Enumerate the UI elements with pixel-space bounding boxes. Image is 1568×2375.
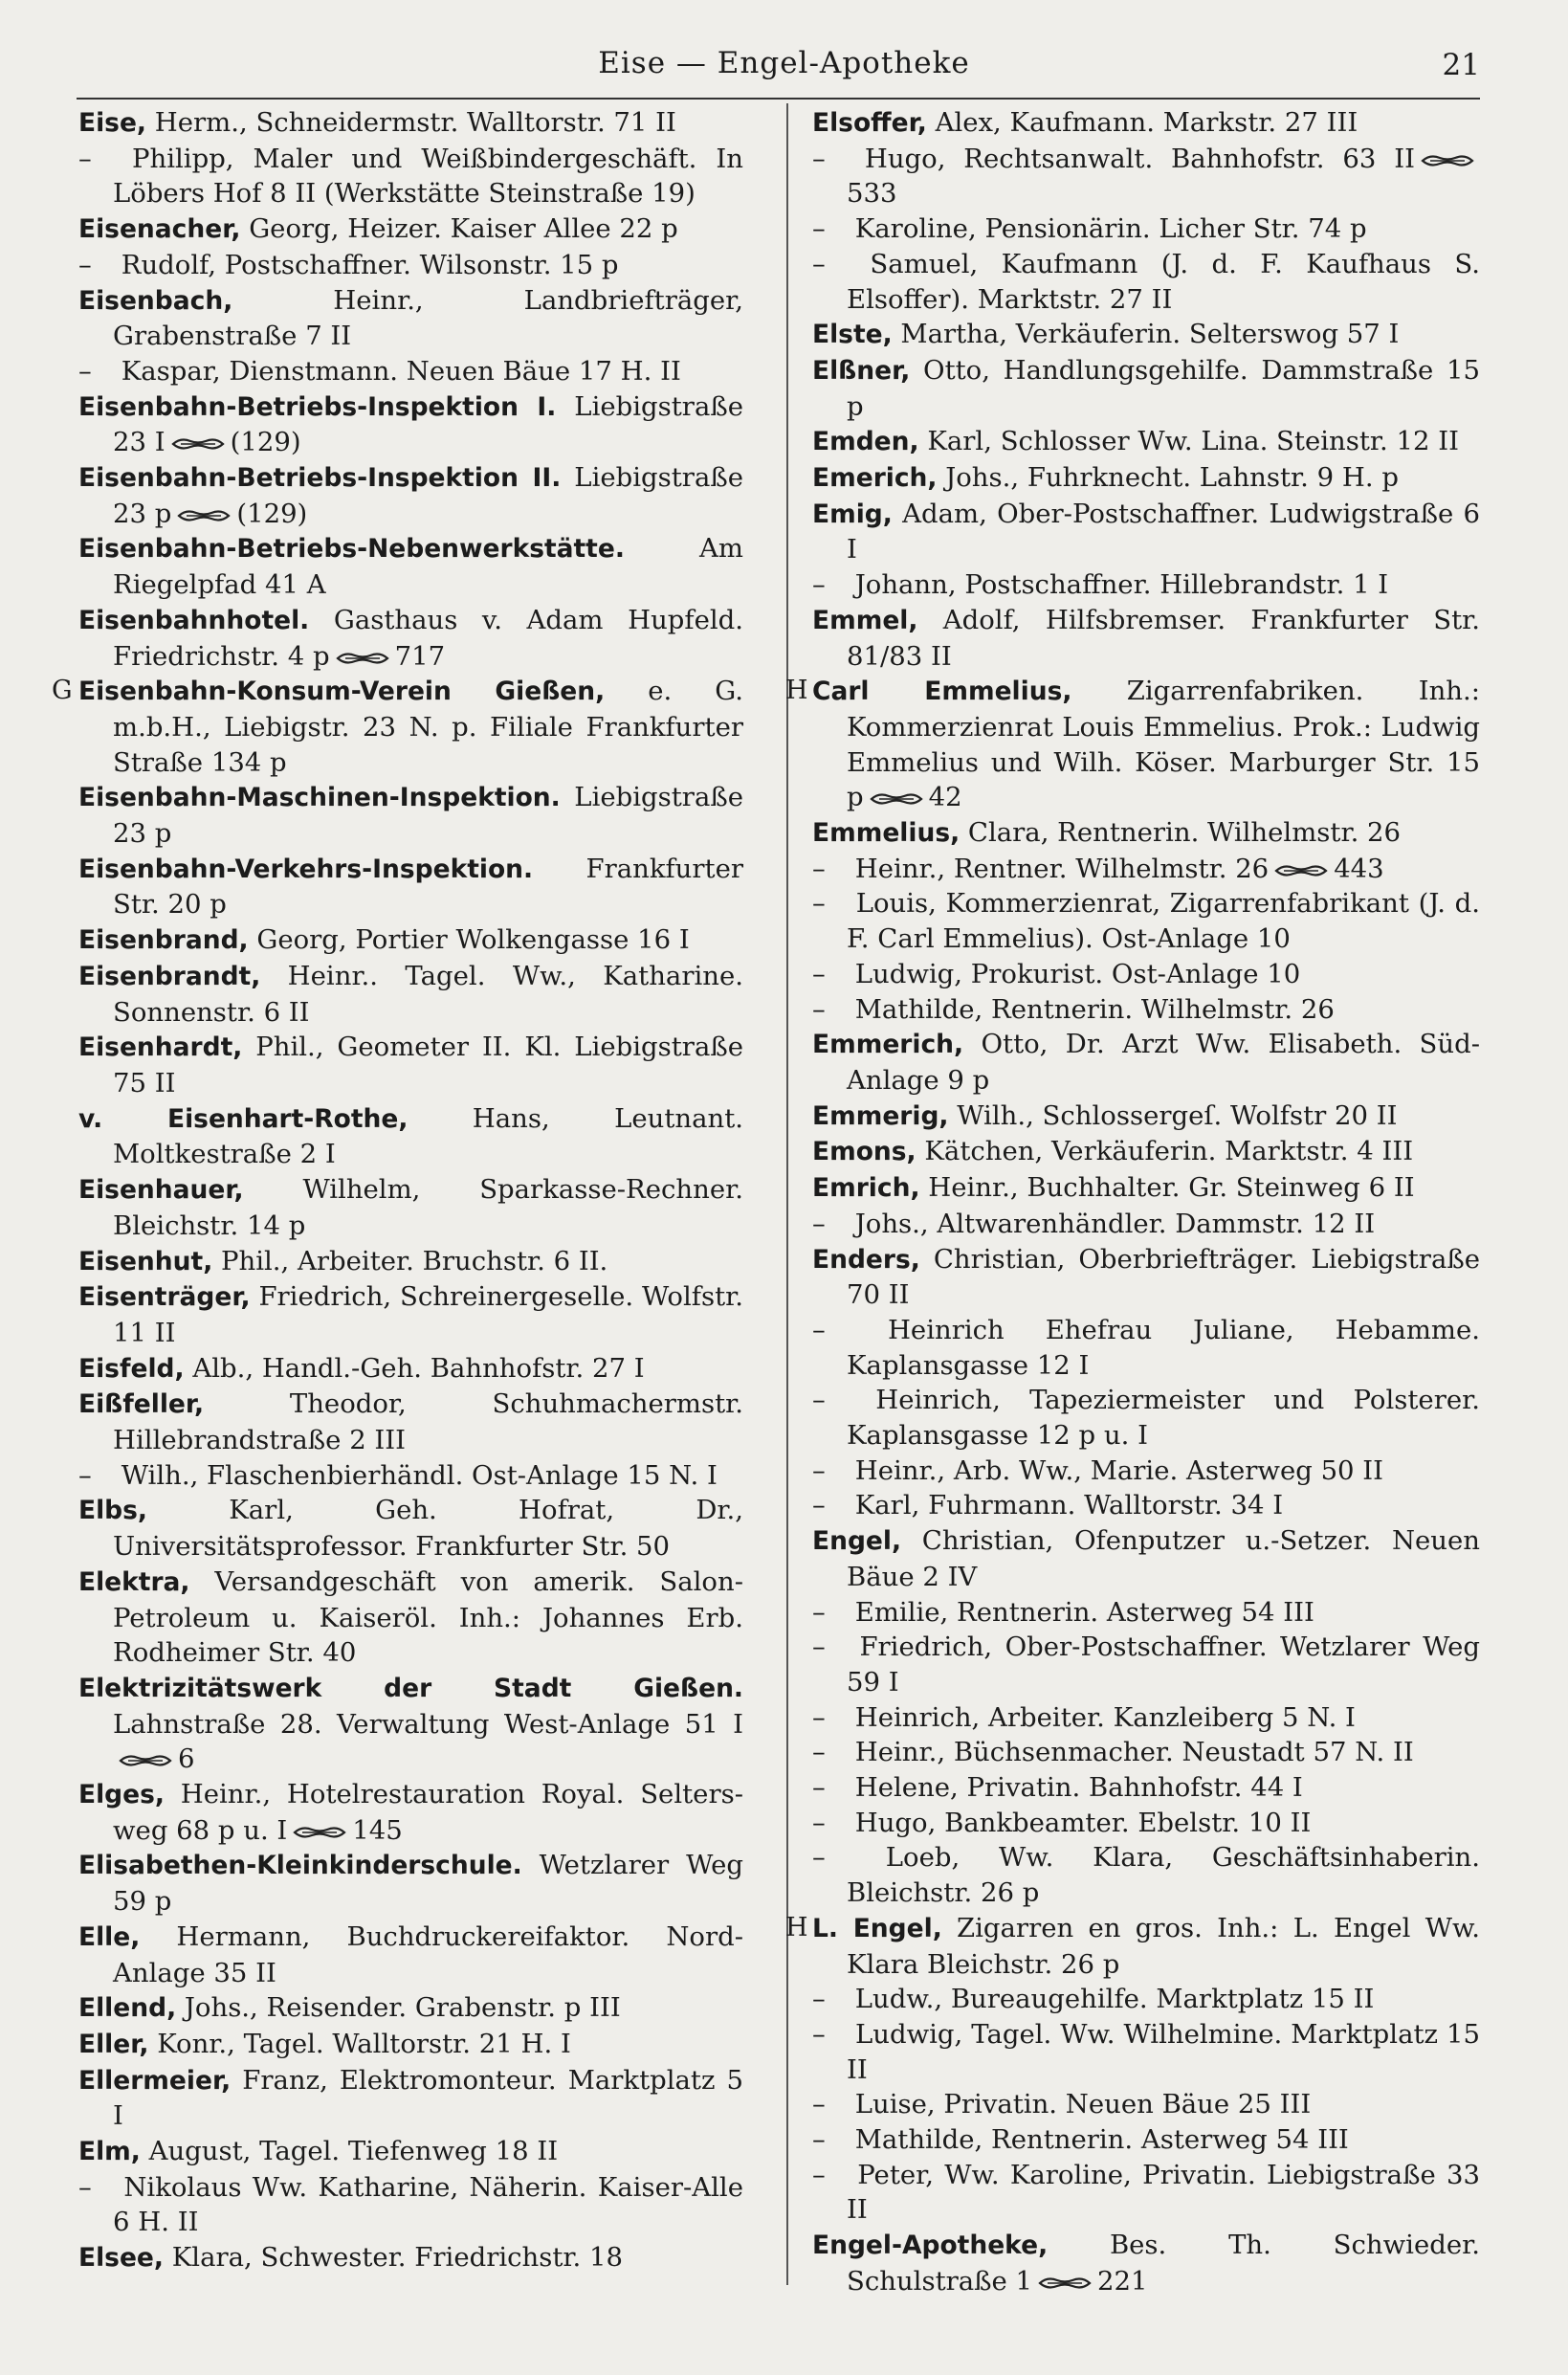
entry-details: Otto, Dr. Arzt Ww. Elisabeth. Süd-Anlage 9 p: [847, 1029, 1480, 1096]
entry-details: Am Riegelpfad 41 A: [113, 533, 743, 601]
directory-entry: [78, 959, 743, 1030]
entry-details: Lahnstraße 28. Verwaltung West-Anlage 51 I: [113, 1708, 743, 1740]
ditto-dash: –: [78, 143, 92, 174]
header-rule: [77, 98, 1480, 100]
telephone-number: [1269, 854, 1384, 884]
directory-entry: [812, 1027, 1480, 1098]
directory-entry: [78, 531, 743, 602]
entry-details: Ludwig, Tagel. Ww. Wilhelmine. Marktplatz 15 II: [847, 2018, 1480, 2085]
entry-details: Philipp, Maler und Weißbindergeschäft. In Löbers Hof 8 II (Werkstätte Steinstraße 19): [113, 143, 743, 210]
entry-details: Luise, Privatin. Neuen Bäue 25 III: [847, 2089, 1312, 2120]
entry-details: e. G. m.b.H., Liebigstr. 23 N. p. Filiale Frankfurter Straße 134 p: [113, 676, 743, 778]
entry-details: Hugo, Rechtsanwalt. Bahnhofstr. 63 II: [847, 143, 1415, 174]
directory-entry: [812, 247, 1480, 317]
directory-entry: [812, 1383, 1480, 1453]
directory-entry: [78, 852, 743, 922]
entry-name: Ellend,: [78, 1993, 177, 2024]
ditto-dash: –: [812, 213, 826, 245]
telephone-number-value: 145: [352, 1814, 403, 1846]
directory-entry: [78, 1458, 743, 1494]
telephone-icon: [336, 650, 389, 667]
telephone-number: [287, 1815, 403, 1846]
entry-details: Heinr., Büchsenmacher. Neustadt 57 N. II: [847, 1737, 1414, 1768]
running-head: Eise — Engel-Apotheke: [598, 46, 970, 80]
entry-details: Kätchen, Verkäuferin. Marktstr. 4 III: [916, 1136, 1414, 1167]
entry-details: Karl, Schlosser Ww. Lina. Steinstr. 12 II: [918, 426, 1459, 457]
entry-name: v. Eisenhart-Rothe,: [78, 1103, 409, 1134]
entry-details: Mathilde, Rentnerin. Wilhelmstr. 26: [847, 993, 1335, 1025]
entry-name: Eisenbach,: [78, 285, 233, 316]
entry-details: Karl, Geh. Hofrat, Dr., Universitätsprofessor. Frankfurter Str. 50: [113, 1495, 743, 1563]
telephone-number-value: (129): [230, 427, 301, 458]
entry-name: Elsee,: [78, 2243, 164, 2274]
directory-entry: [812, 567, 1480, 603]
directory-entry: [812, 1840, 1480, 1910]
entry-name: Eisenbahnhotel.: [78, 605, 310, 635]
directory-entry: [812, 1982, 1480, 2017]
directory-entry: [812, 211, 1480, 247]
entry-details: Rudolf, Postschaffner. Wilsonstr. 15 p: [113, 249, 619, 280]
entry-details: Kaspar, Dienstmann. Neuen Bäue 17 H. II: [113, 355, 681, 387]
telephone-icon: [1274, 862, 1328, 879]
entry-details: Zigarrenfabriken. Inh.: Kommerzienrat Louis Emmelius. Prok.: Ludwig Emmelius und Wilh. Köser. Marburger Str. 15 p: [847, 676, 1480, 813]
ditto-dash: –: [812, 1314, 826, 1345]
ditto-dash: –: [812, 1842, 826, 1874]
entry-details: Friedrich, Ober-Postschaffner. Wetzlarer Weg 59 I: [847, 1631, 1480, 1698]
entry-name: Emmel,: [812, 605, 918, 635]
telephone-number: [171, 499, 307, 529]
directory-entry: [785, 674, 1480, 815]
directory-entry: [78, 2134, 743, 2170]
ditto-dash: –: [812, 143, 826, 174]
entry-name: Elektra,: [78, 1566, 190, 1597]
directory-entry: [78, 248, 743, 283]
ditto-dash: –: [812, 1701, 826, 1733]
entry-details: Ludwig, Prokurist. Ost-Anlage 10: [847, 958, 1301, 989]
ditto-dash: –: [812, 248, 826, 279]
ditto-dash: –: [812, 2124, 826, 2156]
entry-details: Heinrich Ehefrau Juliane, Hebamme. Kaplansgasse 12 I: [847, 1314, 1480, 1381]
directory-entry: [812, 142, 1480, 211]
directory-entry: [812, 603, 1480, 674]
entry-details: Klara, Schwester. Friedrichstr. 18: [163, 2242, 624, 2274]
ditto-dash: –: [812, 888, 826, 920]
directory-entry: [78, 2063, 743, 2134]
telephone-number-value: 717: [394, 640, 446, 672]
entry-details: Friedrich, Schreinergeselle. Wolfstr. 11 II: [113, 1281, 743, 1348]
entry-details: Karoline, Pensionärin. Licher Str. 74 p: [847, 213, 1367, 245]
telephone-number: [864, 782, 962, 812]
entry-marker: G: [52, 676, 73, 706]
entry-name: Eisenhardt,: [78, 1032, 243, 1063]
directory-entry: [78, 1920, 743, 1990]
entry-name: Emmerig,: [812, 1100, 949, 1131]
entry-name: Emons,: [812, 1137, 917, 1167]
entry-name: Eise,: [78, 108, 146, 138]
entry-name: L. Engel,: [812, 1913, 942, 1943]
entry-details: Helene, Privatin. Bahnhofstr. 44 I: [847, 1772, 1303, 1804]
entry-name: Emerich,: [812, 463, 938, 494]
entry-details: Hugo, Bankbeamter. Ebelstr. 10 II: [847, 1807, 1312, 1838]
directory-entry: [52, 674, 743, 780]
ditto-dash: –: [78, 2171, 92, 2203]
entry-details: Johs., Altwarenhändler. Dammstr. 12 II: [847, 1208, 1376, 1239]
directory-entry: [78, 2027, 743, 2063]
directory-entry: [78, 2240, 743, 2276]
directory-entry: [812, 1735, 1480, 1770]
entry-details: Zigarren en gros. Inh.: L. Engel Ww. Klara Bleichstr. 26 p: [847, 1912, 1480, 1980]
directory-entry: [812, 105, 1480, 142]
directory-entry: [78, 1848, 743, 1919]
entry-name: Emmerich,: [812, 1030, 964, 1060]
directory-entry: [812, 1207, 1480, 1242]
directory-entry: [812, 497, 1480, 567]
page-header: [0, 34, 1568, 92]
entry-name: Elm,: [78, 2137, 141, 2167]
directory-entry: [812, 815, 1480, 852]
directory-entry: [812, 1454, 1480, 1489]
entry-name: Eisenträger,: [78, 1282, 251, 1313]
entry-details: Christian, Oberbriefträger. Liebigstraße 70 II: [847, 1243, 1480, 1311]
telephone-icon: [1421, 152, 1474, 169]
directory-entry: [812, 1134, 1480, 1170]
directory-entry: [812, 886, 1480, 956]
entry-name: Eisenbahn-Betriebs-Inspektion II.: [78, 463, 562, 494]
right-column: [785, 105, 1480, 2299]
ditto-dash: –: [812, 1596, 826, 1628]
directory-entry: [812, 2228, 1480, 2298]
entry-name: Eisfeld,: [78, 1353, 185, 1384]
entry-name: Eisenbahn-Verkehrs-Inspektion.: [78, 854, 534, 884]
directory-entry: [812, 353, 1480, 424]
column-divider: [786, 103, 788, 2285]
directory-entry: [78, 1990, 743, 2027]
entry-name: Eisenbahn-Konsum-Verein Gießen,: [78, 677, 606, 707]
entry-details: Johs., Fuhrknecht. Lahnstr. 9 H. p: [937, 462, 1399, 494]
ditto-dash: –: [812, 2018, 826, 2050]
telephone-number-value: 42: [928, 782, 962, 813]
directory-entry: [78, 142, 743, 211]
entry-name: Elbs,: [78, 1496, 147, 1526]
entry-name: Eisenbahn-Maschinen-Inspektion.: [78, 783, 561, 813]
directory-entry: [78, 460, 743, 531]
entry-details: Martha, Verkäuferin. Selterswog 57 I: [892, 319, 1400, 350]
directory-entry: [812, 1313, 1480, 1383]
entry-details: Johs., Reisender. Grabenstr. p III: [176, 1992, 621, 2024]
ditto-dash: –: [812, 1807, 826, 1838]
entry-details: Clara, Rentnerin. Wilhelmstr. 26: [960, 817, 1402, 849]
entry-name: Engel-Apotheke,: [812, 2231, 1049, 2261]
entry-name: Eißfeller,: [78, 1389, 205, 1420]
entry-details: Versandgeschäft von amerik. Salon-Petroleum u. Kaiseröl. Inh.: Johannes Erb. Rodheimer Str. 40: [113, 1565, 743, 1669]
entry-details: Louis, Kommerzienrat, Zigarrenfabrikant (J. d. F. Carl Emmelius). Ost-Anlage 10: [847, 888, 1480, 955]
entry-details: August, Tagel. Tiefenweg 18 II: [140, 2136, 559, 2167]
entry-marker: H: [785, 676, 808, 706]
ditto-dash: –: [78, 249, 92, 280]
entry-name: Elßner,: [812, 355, 911, 386]
entry-details: Hans, Leutnant. Moltkestraße 2 I: [113, 1102, 743, 1170]
entry-details: Konr., Tagel. Walltorstr. 21 H. I: [148, 2028, 571, 2059]
ditto-dash: –: [78, 355, 92, 387]
entry-name: Eisenhauer,: [78, 1175, 244, 1206]
directory-entry: [812, 2017, 1480, 2087]
directory-entry: [78, 1565, 743, 1671]
entry-name: Carl Emmelius,: [812, 677, 1072, 707]
directory-entry: [812, 1242, 1480, 1313]
entry-details: Wilh., Flaschenbierhändl. Ost-Anlage 15 N. I: [113, 1459, 718, 1491]
entry-details: Bes. Th. Schwieder. Schulstraße 1: [847, 2230, 1480, 2297]
entry-details: Georg, Portier Wolkengasse 16 I: [248, 924, 690, 956]
telephone-number-value: 221: [1097, 2265, 1148, 2297]
directory-entry: [812, 992, 1480, 1028]
ditto-dash: –: [812, 2089, 826, 2120]
directory-entry: [812, 2122, 1480, 2158]
entry-name: Eisenbahn-Betriebs-Nebenwerkstätte.: [78, 534, 625, 565]
entry-details: Mathilde, Rentnerin. Asterweg 54 III: [847, 2124, 1349, 2156]
directory-entry: [78, 1030, 743, 1100]
directory-entry: [78, 1671, 743, 1777]
entry-name: Emden,: [812, 427, 919, 457]
entry-name: Enders,: [812, 1244, 920, 1275]
directory-entry: [78, 780, 743, 851]
directory-entry: [812, 1806, 1480, 1841]
directory-entry: [78, 1387, 743, 1457]
entry-name: Elisabethen-Kleinkinderschule.: [78, 1851, 522, 1881]
telephone-number-value: 6: [178, 1743, 195, 1775]
entry-details: Alb., Handl.-Geh. Bahnhofstr. 27 I: [184, 1352, 645, 1384]
directory-entry: [812, 2158, 1480, 2228]
directory-entry: [812, 957, 1480, 992]
entry-name: Emmelius,: [812, 818, 961, 849]
directory-entry: [812, 2087, 1480, 2122]
directory-entry: [78, 1101, 743, 1172]
page-number: 21: [1442, 48, 1480, 82]
telephone-icon: [177, 507, 231, 524]
directory-entry: [812, 1700, 1480, 1736]
ditto-dash: –: [812, 958, 826, 989]
directory-entry: [78, 1279, 743, 1350]
entry-details: Heinr., Hotelrestauration Royal. Selters-weg 68 p u. I: [113, 1779, 743, 1846]
entry-details: Phil., Arbeiter. Bruchstr. 6 II.: [212, 1245, 608, 1276]
ditto-dash: –: [812, 1385, 826, 1416]
ditto-dash: –: [812, 1631, 826, 1663]
ditto-dash: –: [812, 993, 826, 1025]
entry-details: Peter, Ww. Karoline, Privatin. Liebigstraße 33 II: [847, 2159, 1480, 2226]
entry-details: Ludw., Bureaugehilfe. Marktplatz 15 II: [847, 1984, 1375, 2015]
entry-name: Ellermeier,: [78, 2065, 232, 2096]
directory-entry: [812, 317, 1480, 353]
entry-details: Franz, Elektromonteur. Marktplatz 5 I: [113, 2064, 743, 2132]
directory-entry: [812, 1488, 1480, 1523]
directory-entry: [78, 2170, 743, 2240]
entry-details: Samuel, Kaufmann (J. d. F. Kaufhaus S. Elsoffer). Marktstr. 27 II: [847, 248, 1480, 315]
entry-details: Liebigstraße 23 I: [113, 390, 743, 458]
entry-name: Elsoffer,: [812, 108, 927, 138]
directory-entry: [812, 460, 1480, 497]
telephone-number-value: 443: [1334, 853, 1384, 884]
ditto-dash: –: [812, 569, 826, 601]
ditto-dash: –: [812, 853, 826, 884]
directory-entry: [78, 1493, 743, 1564]
directory-entry: [78, 283, 743, 354]
entry-details: Gasthaus v. Adam Hupfeld. Friedrichstr. 4 p: [113, 604, 743, 672]
entry-details: Theodor, Schuhmachermstr. Hillebrandstraße 2 III: [113, 1388, 743, 1456]
entry-details: Heinrich, Arbeiter. Kanzleiberg 5 N. I: [847, 1701, 1356, 1733]
entry-name: Engel,: [812, 1526, 902, 1557]
telephone-number: [330, 641, 446, 672]
ditto-dash: –: [812, 1984, 826, 2015]
directory-entry: [785, 1911, 1480, 1982]
entry-details: Georg, Heizer. Kaiser Allee 22 p: [240, 213, 678, 245]
telephone-icon: [870, 790, 923, 808]
directory-entry: [78, 603, 743, 674]
entry-details: Wilhelm, Sparkasse-Rechner. Bleichstr. 14 p: [113, 1174, 743, 1241]
telephone-icon: [293, 1824, 346, 1841]
entry-name: Eisenhut,: [78, 1246, 213, 1276]
directory-entry: [78, 105, 743, 142]
entry-details: Loeb, Ww. Klara, Geschäftsinhaberin. Bleichstr. 26 p: [847, 1842, 1480, 1909]
entry-details: Heinr., Buchhalter. Gr. Steinweg 6 II: [919, 1172, 1415, 1204]
entry-details: Heinr., Rentner. Wilhelmstr. 26: [847, 853, 1270, 884]
entry-details: Christian, Ofenputzer u.-Setzer. Neuen Bäue 2 IV: [847, 1525, 1480, 1592]
entry-name: Eisenbrandt,: [78, 961, 261, 991]
ditto-dash: –: [812, 1454, 826, 1486]
entry-details: Johann, Postschaffner. Hillebrandstr. 1 I: [847, 569, 1389, 601]
entry-name: Elektrizitätswerk der Stadt Gießen.: [78, 1673, 743, 1703]
directory-entry: [78, 389, 743, 460]
ditto-dash: –: [812, 1490, 826, 1521]
entry-name: Elges,: [78, 1780, 165, 1810]
entry-details: Liebigstraße 23 p: [113, 462, 743, 529]
entry-details: Heinrich, Tapeziermeister und Polsterer. Kaplansgasse 12 p u. I: [847, 1385, 1480, 1452]
ditto-dash: –: [812, 1208, 826, 1239]
telephone-number-value: (129): [236, 498, 308, 529]
entry-details: Frankfurter Str. 20 p: [113, 853, 743, 921]
telephone-number: [113, 1743, 195, 1774]
directory-entry: [812, 1170, 1480, 1207]
ditto-dash: –: [812, 1737, 826, 1768]
entry-name: Elste,: [812, 320, 893, 350]
entry-details: Karl, Fuhrmann. Walltorstr. 34 I: [847, 1490, 1284, 1521]
entry-details: Otto, Handlungsgehilfe. Dammstraße 15 p: [847, 354, 1480, 422]
telephone-icon: [171, 435, 225, 453]
entry-name: Eisenbrand,: [78, 925, 249, 956]
entry-name: Eisenbahn-Betriebs-Inspektion I.: [78, 391, 557, 422]
telephone-number-value: 533: [847, 178, 897, 210]
ditto-dash: –: [812, 2159, 826, 2190]
entry-details: Heinr.. Tagel. Ww., Katharine. Sonnenstr. 6 II: [113, 960, 743, 1028]
entry-details: Nikolaus Ww. Katharine, Näherin. Kaiser-Alle 6 H. II: [113, 2171, 743, 2238]
directory-entry: [812, 1595, 1480, 1631]
entry-details: Phil., Geometer II. Kl. Liebigstraße 75 II: [113, 1032, 743, 1099]
ditto-dash: –: [78, 1459, 92, 1491]
entry-name: Eller,: [78, 2029, 149, 2059]
ditto-dash: –: [812, 1772, 826, 1804]
directory-entry: [78, 1351, 743, 1387]
directory-entry: [78, 1172, 743, 1243]
telephone-number: [166, 427, 301, 457]
entry-name: Emrich,: [812, 1173, 920, 1204]
directory-entry: [812, 1770, 1480, 1806]
telephone-number: [1032, 2266, 1148, 2297]
directory-entry: [812, 852, 1480, 887]
entry-details: Hermann, Buchdruckereifaktor. Nord-Anlage 35 II: [113, 1920, 743, 1988]
entry-details: Wetzlarer Weg 59 p: [113, 1850, 743, 1918]
entry-name: Eisenacher,: [78, 214, 241, 245]
entry-details: Alex, Kaufmann. Markstr. 27 III: [926, 107, 1358, 138]
directory-entry: [78, 211, 743, 248]
directory-entry: [78, 354, 743, 389]
entry-details: Liebigstraße 23 p: [113, 782, 743, 850]
telephone-icon: [119, 1752, 172, 1769]
telephone-icon: [1038, 2275, 1092, 2292]
directory-entry: [78, 1777, 743, 1848]
entry-details: Heinr., Landbriefträger, Grabenstraße 7 II: [113, 284, 743, 352]
left-column: [52, 105, 743, 2276]
entry-details: Adam, Ober-Postschaffner. Ludwigstraße 6 I: [847, 498, 1480, 566]
directory-entry: [812, 1630, 1480, 1699]
entry-details: Herm., Schneidermstr. Walltorstr. 71 II: [146, 107, 676, 138]
directory-entry: [812, 424, 1480, 460]
directory-entry: [78, 922, 743, 959]
entry-details: Adolf, Hilfsbremser. Frankfurter Str. 81/83 II: [847, 604, 1480, 672]
entry-details: Wilh., Schlossergeſ. Wolfstr 20 II: [948, 1099, 1398, 1131]
entry-marker: H: [785, 1912, 808, 1942]
entry-details: Emilie, Rentnerin. Asterweg 54 III: [847, 1596, 1314, 1628]
entry-name: Elle,: [78, 1921, 141, 1952]
directory-entry: [812, 1523, 1480, 1594]
directory-entry: [78, 1244, 743, 1280]
entry-details: Heinr., Arb. Ww., Marie. Asterweg 50 II: [847, 1454, 1384, 1486]
entry-name: Emig,: [812, 499, 893, 529]
directory-entry: [812, 1099, 1480, 1135]
